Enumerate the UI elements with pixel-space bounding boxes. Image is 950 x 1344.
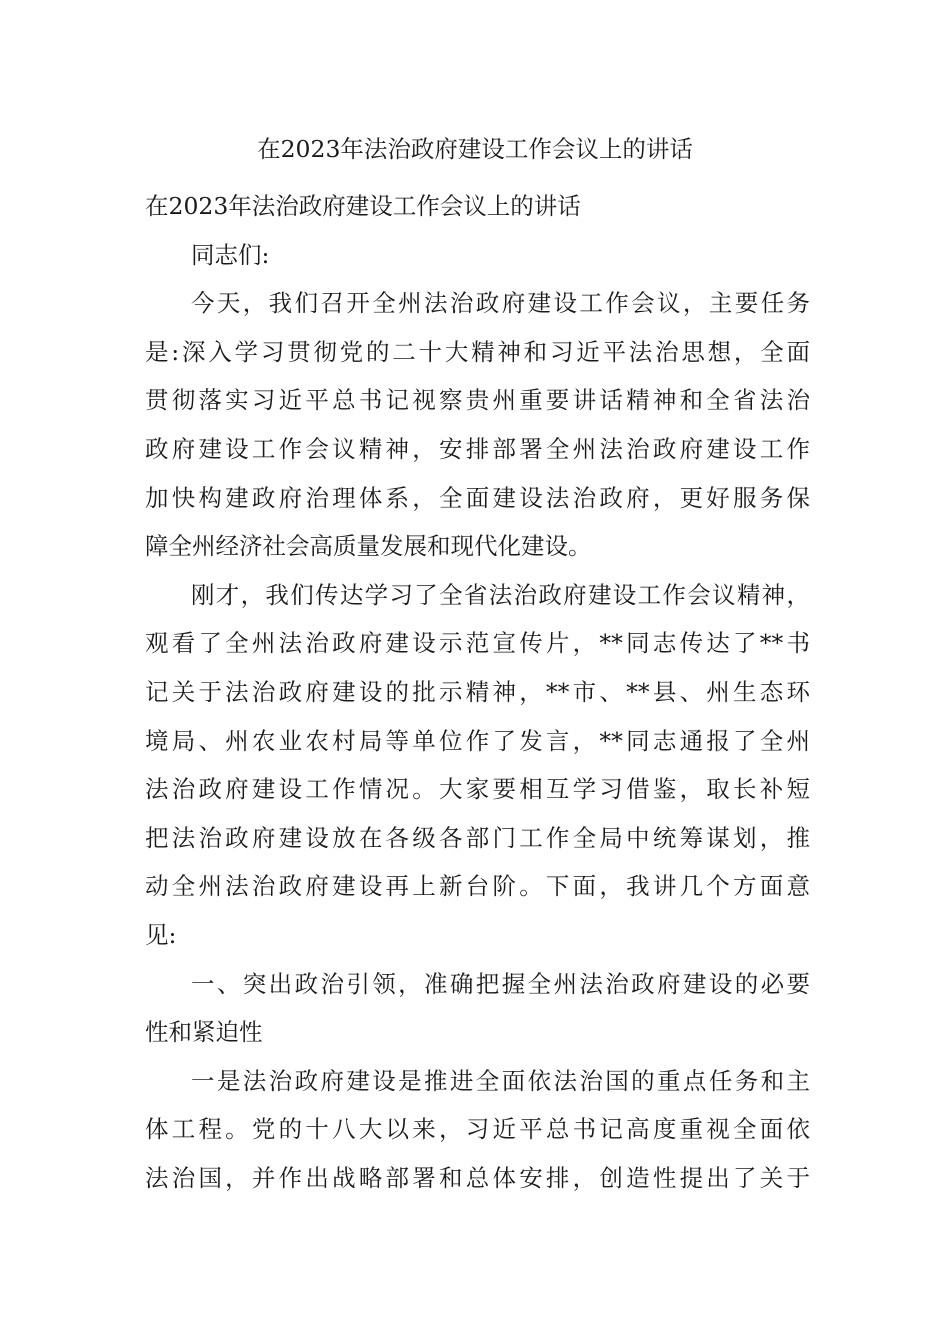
section-heading-line: 性和紧迫性 [145, 1018, 263, 1047]
paragraph-line: 记关于法治政府建设的批示精神，**市、**县、州生态环 [145, 677, 810, 706]
section-heading-line: 一、突出政治引领，准确把握全州法治政府建设的必要 [191, 969, 810, 998]
paragraph-line: 是:深入学习贯彻党的二十大精神和习近平法治思想，全面 [145, 337, 810, 366]
paragraph-line: 刚才，我们传达学习了全省法治政府建设工作会议精神， [191, 580, 810, 609]
salutation-line: 同志们: [191, 240, 270, 269]
paragraph-line: 法治政府建设工作情况。大家要相互学习借鉴，取长补短 [145, 775, 810, 804]
repeated-title-line: 在2023年法治政府建设工作会议上的讲话 [145, 192, 581, 220]
paragraph-line: 动全州法治政府建设再上新台阶。下面，我讲几个方面意 [145, 872, 810, 901]
paragraph-line: 障全州经济社会高质量发展和现代化建设。 [145, 532, 592, 561]
paragraph-line: 观看了全州法治政府建设示范宣传片，**同志传达了**书 [145, 629, 810, 658]
paragraph-line: 一是法治政府建设是推进全面依法治国的重点任务和主 [191, 1066, 810, 1095]
paragraph-line: 境局、州农业农村局等单位作了发言，**同志通报了全州 [145, 726, 810, 755]
paragraph-line: 把法治政府建设放在各级各部门工作全局中统筹谋划，推 [145, 823, 810, 852]
paragraph-line: 贯彻落实习近平总书记视察贵州重要讲话精神和全省法治 [145, 386, 810, 415]
document-title: 在2023年法治政府建设工作会议上的讲话 [257, 135, 693, 163]
paragraph-line: 体工程。党的十八大以来，习近平总书记高度重视全面依 [145, 1115, 810, 1144]
paragraph-line: 今天，我们召开全州法治政府建设工作会议，主要任务 [191, 289, 810, 318]
paragraph-line: 加快构建政府治理体系，全面建设法治政府，更好服务保 [145, 483, 810, 512]
document-body [145, 182, 810, 1202]
paragraph-line: 见: [145, 920, 177, 949]
paragraph-line: 政府建设工作会议精神，安排部署全州法治政府建设工作 [145, 434, 810, 463]
paragraph-line: 法治国，并作出战略部署和总体安排，创造性提出了关于 [145, 1163, 810, 1192]
